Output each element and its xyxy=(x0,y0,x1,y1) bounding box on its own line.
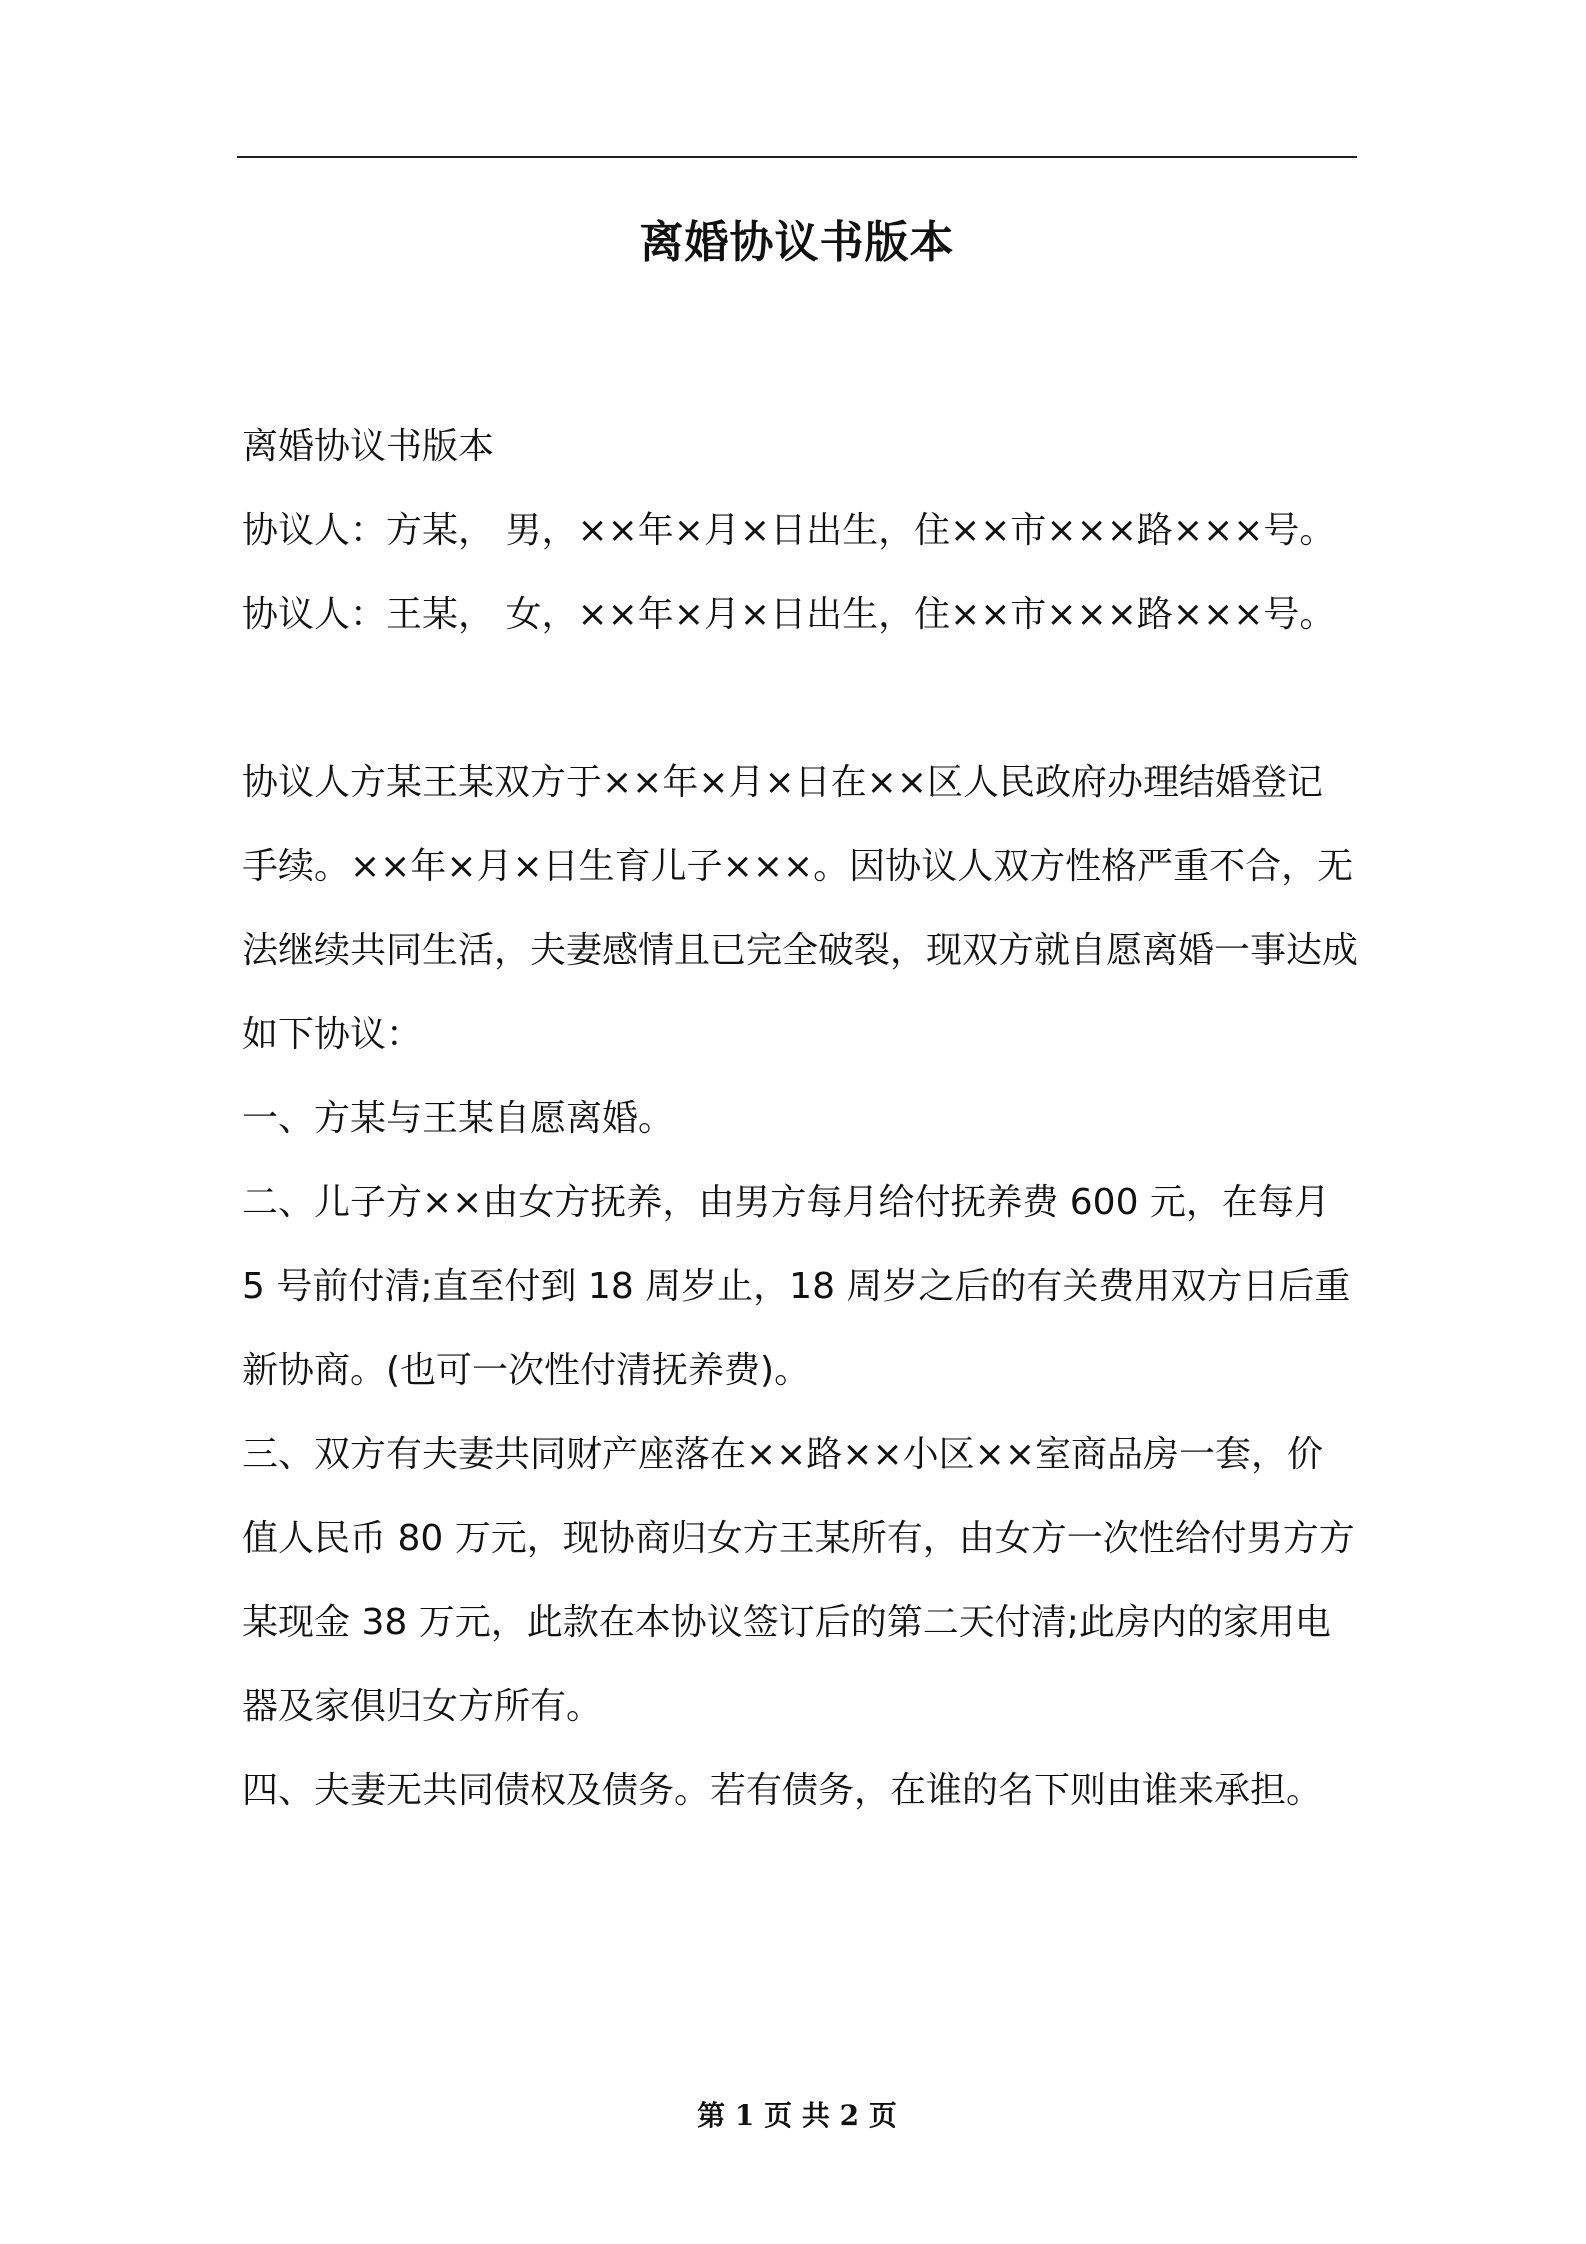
preamble-paragraph: 协议人方某王某双方于××年×月×日在××区人民政府办理结婚登记手续。××年×月×日生育儿子×××。因协议人双方性格严重不合，无法继续共同生活，夫妻感情且已完全破裂，现双方就自愿离婚一事达成如下协议： xyxy=(242,762,1359,1055)
clause-1: 一、方某与王某自愿离婚。 xyxy=(242,1098,675,1139)
document-body xyxy=(242,405,1358,1833)
clause-3: 三、双方有夫妻共同财产座落在××路××小区××室商品房一套，价值人民币 80 万元，现协商归女方王某所有，由女方一次性给付男方方某现金 38 万元，此款在本协议签订后的第二天付清;此房内的家用电器及家俱归女方所有。 xyxy=(242,1434,1355,1727)
paragraph-spacer xyxy=(242,657,1358,741)
clause-2: 二、儿子方××由女方抚养，由男方每月给付抚养费 600 元，在每月 5 号前付清;直至付到 18 周岁止，18 周岁之后的有关费用双方日后重新协商。(也可一次性付清抚养费)。 xyxy=(242,1182,1351,1391)
party-one-paragraph: 协议人：方某， 男，××年×月×日出生，住××市×××路×××号。 xyxy=(242,510,1336,551)
party-two-paragraph: 协议人：王某， 女，××年×月×日出生，住××市×××路×××号。 xyxy=(242,594,1336,635)
page-footer: 第 1 页 共 2 页 xyxy=(697,2099,897,2132)
body-heading: 离婚协议书版本 xyxy=(242,426,495,467)
header-rule xyxy=(237,156,1357,158)
document-title: 离婚协议书版本 xyxy=(639,217,955,268)
clause-4: 四、夫妻无共同债权及债务。若有债务，在谁的名下则由谁来承担。 xyxy=(242,1770,1323,1811)
